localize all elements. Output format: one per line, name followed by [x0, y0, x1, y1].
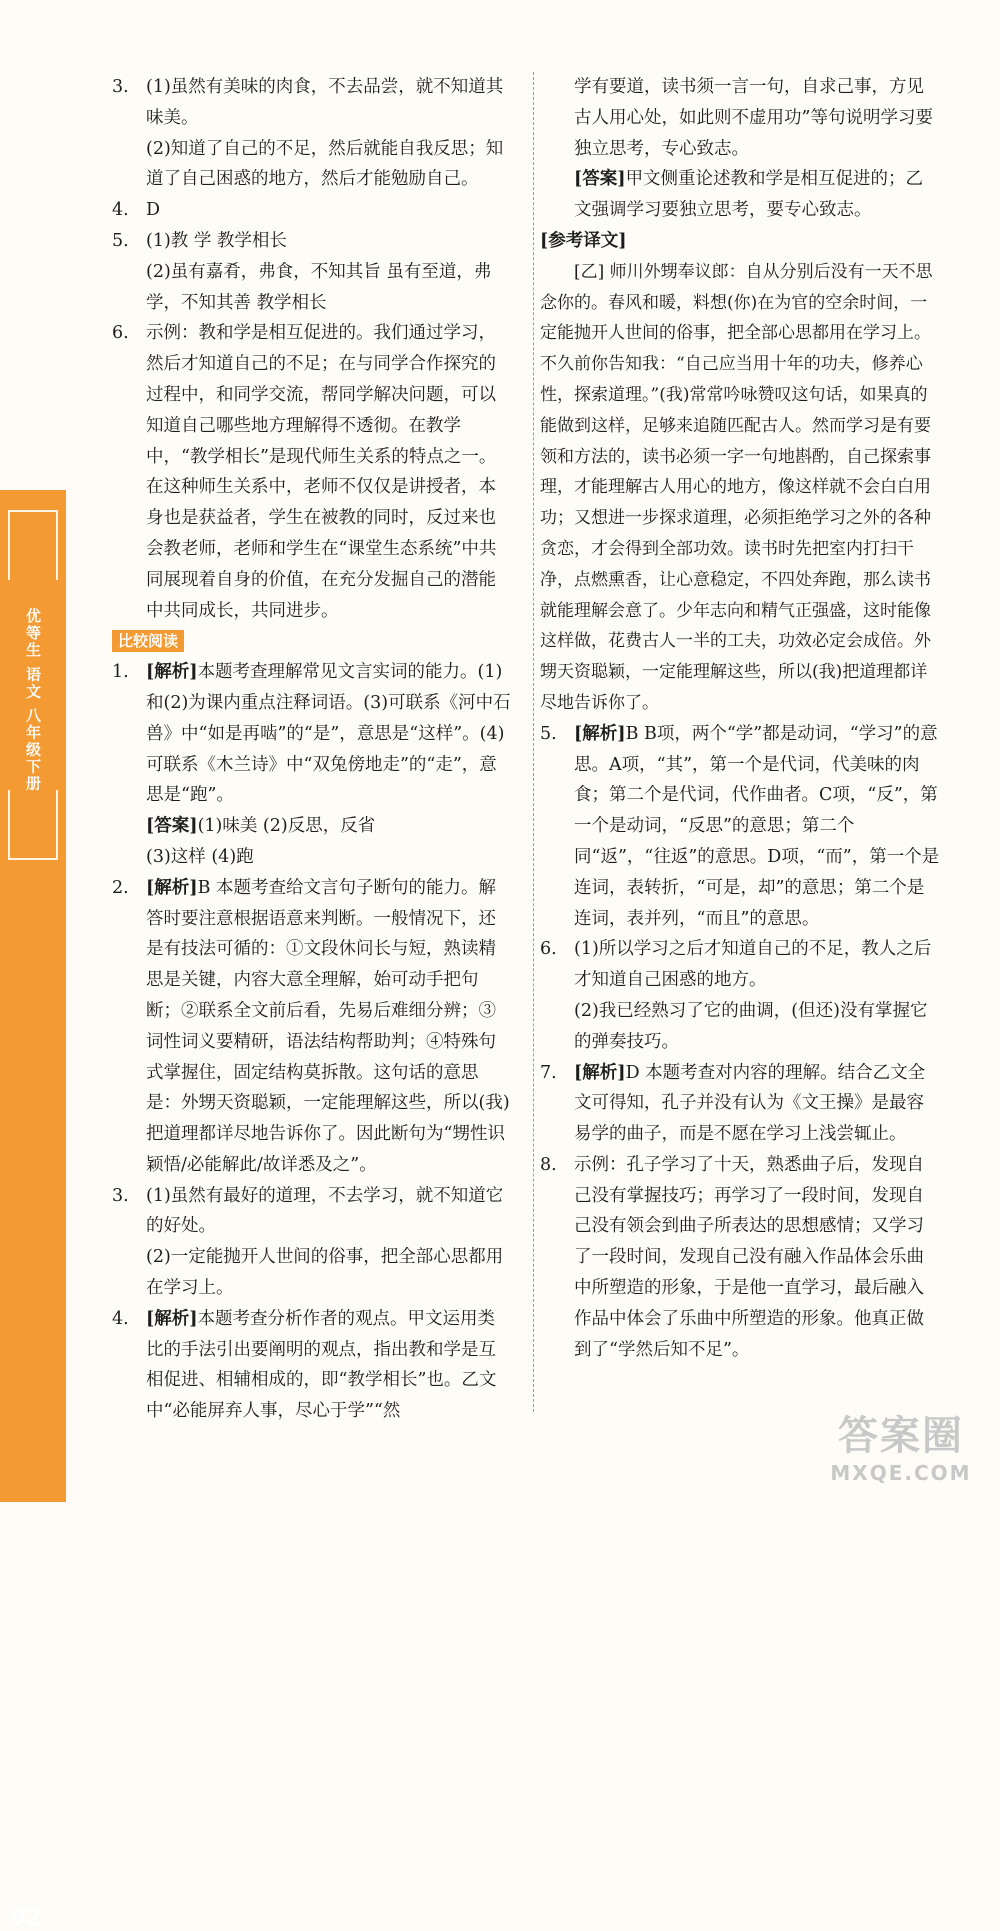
- item-number: 3.: [112, 77, 129, 97]
- answer-text: 甲文侧重论述教和学是相互促进的；乙文强调学习要独立思考，要专心致志。: [574, 169, 924, 221]
- compare-item-5: [540, 719, 940, 935]
- watermark-logo: 答案圈: [838, 1413, 964, 1459]
- left-column: [112, 72, 512, 1427]
- answer-text: (2)我已经熟习了它的曲调，(但还)没有掌握它的弹奏技巧。: [574, 1000, 928, 1052]
- answer-item-6: [112, 318, 512, 626]
- compare-item-1: [112, 657, 512, 873]
- item-number: 1.: [112, 662, 129, 683]
- answer-text: (3)这样 (4)跑: [146, 846, 254, 867]
- ornament-frame-top: [8, 510, 58, 580]
- column-divider: [533, 72, 534, 1412]
- item-number: 7.: [540, 1062, 557, 1083]
- compare-item-7: [540, 1058, 940, 1150]
- answer-text: (1)味美 (2)反思，反省: [197, 816, 376, 837]
- item-number: 2.: [112, 877, 129, 898]
- compare-item-4-cont: [540, 72, 940, 226]
- answer-item-3: [112, 72, 512, 195]
- compare-item-6: [540, 934, 940, 1057]
- analysis-text: 本题考查分析作者的观点。甲文运用类比的手法引出要阐明的观点，指出教和学是互相促进、相辅相成的，即“教学相长”也。乙文中“必能屏弃人事，尽心于学”“然: [146, 1308, 497, 1422]
- analysis-tag: [解析]: [146, 662, 198, 683]
- answer-text: (1)虽然有最好的道理，不去学习，就不知道它的好处。: [146, 1185, 504, 1237]
- answer-text: 示例：孔子学习了十天，熟悉曲子后，发现自己没有掌握技巧；再学习了一段时间，发现自己没有领会到曲子所表达的思想感情；又学习了一段时间，发现自己没有融入作品体会乐曲中所塑造的形象，于是他一直学习，最后融入作品中体会了乐曲中所塑造的形象。他真正做到了“学然后知不足”。: [574, 1154, 924, 1360]
- item-number: 5.: [112, 230, 129, 251]
- item-number: 6.: [540, 939, 557, 960]
- answer-tag: [答案]: [146, 816, 198, 837]
- analysis-tag: [解析]: [146, 877, 198, 898]
- analysis-tag: [解析]: [574, 1062, 626, 1083]
- analysis-text: B B项，两个“学”都是动词，“学习”的意思。A项，“其”，第一个是代词，代美味的肉食；第二个是代词，代作曲者。C项，“反”，第一个是动词，“反思”的意思；第二个同“返”，“往返”的意思。D项，“而”，第一个是连词，表转折，“可是，却”的意思；第二个是连词，表并列，“而且”的意思。: [574, 723, 940, 929]
- answer-text: (1)所以学习之后才知道自己的不足，教人之后才知道自己困惑的地方。: [574, 939, 932, 991]
- answer-text: (1)虽然有美味的肉食，不去品尝，就不知道其味美。: [146, 77, 504, 128]
- answer-text: (1)教 学 教学相长: [146, 230, 287, 251]
- compare-item-4: [112, 1304, 512, 1427]
- item-number: 4.: [112, 1308, 129, 1329]
- answer-text: D: [146, 200, 161, 221]
- answer-text: 示例：教和学是相互促进的。我们通过学习，然后才知道自己的不足；在与同学合作探究的过程中，和同学交流，帮同学解决问题，可以知道自己哪些地方理解得不透彻。在教学中，“教学相长”是现代师生关系的特点之一。在这种师生关系中，老师不仅仅是讲授者，本身也是获益者，学生在被教的同时，反过来也会教老师，老师和学生在“课堂生态系统”中共同展现着自身的价值，在充分发掘自己的潜能中共同成长，共同进步。: [146, 323, 497, 621]
- ornament-frame-bottom: [8, 790, 58, 860]
- answer-item-5: [112, 226, 512, 318]
- page-number: 92: [10, 1906, 41, 1931]
- section-tag: 比较阅读: [112, 630, 184, 652]
- answer-text: (2)虽有嘉肴，弗食，不知其旨 虽有至道，弗学，不知其善 教学相长: [146, 261, 492, 313]
- answer-item-4: [112, 195, 512, 226]
- item-number: 6.: [112, 323, 129, 344]
- analysis-text: B 本题考查给文言句子断句的能力。解答时要注意根据语意来判断。一般情况下，还是有技法可循的：①文段休问长与短，熟读精思是关键，内容大意全理解，始可动手把句断；②联系全文前后看，先易后难细分辨；③词性词义要精研，语法结构帮助判；④特殊句式掌握住，固定结构莫拆散。这句话的意思是：外甥天资聪颖，一定能理解这些，所以(我)把道理都详尽地告诉你了。因此断句为“甥性识颖悟/必能解此/故详悉及之”。: [146, 877, 510, 1175]
- book-label: 优等生 语文 八年级下册: [24, 608, 42, 793]
- watermark: [816, 1404, 986, 1494]
- analysis-tag: [解析]: [146, 1308, 198, 1329]
- answer-text: (2)一定能抛开人世间的俗事，把全部心思都用在学习上。: [146, 1247, 504, 1299]
- analysis-text: D 本题考查对内容的理解。结合乙文全文可得知，孔子并没有认为《文王操》是最容易学的曲子，而是不愿在学习上浅尝辄止。: [574, 1062, 926, 1145]
- answer-text: (2)知道了自己的不足，然后就能自我反思；知道了自己困惑的地方，然后才能勉励自己。: [146, 138, 504, 190]
- item-number: 4.: [112, 200, 129, 221]
- item-number: 3.: [112, 1185, 129, 1206]
- right-column: [540, 72, 940, 1365]
- analysis-text: 学有要道，读书须一言一句，自求己事，方见古人用心处，如此则不虚用功”等句说明学习要独立思考，专心致志。: [574, 77, 933, 159]
- reference-translation: [乙] 师川外甥奉议郎：自从分别后没有一天不思念你的。春风和暖，料想(你)在为官的空余时间，一定能抛开人世间的俗事，把全部心思都用在学习上。不久前你告知我：“自己应当用十年的功夫，修养心性，探索道理。”(我)常常吟咏赞叹这句话，如果真的能做到这样，足够来追随匹配古人。然而学习是有要领和方法的，读书必须一字一句地斟酌，自己探索事理，才能理解古人用心的地方，像这样就不会白白用功；又想进一步探求道理，必须拒绝学习之外的各种贪恋，才会得到全部功效。读书时先把室内打扫干净，点燃熏香，让心意稳定，不四处奔跑，那么读书就能理解会意了。少年志向和精气正强盛，这时能像这样做，花费古人一半的工夫，功效必定会成倍。外甥天资聪颖，一定能理解这些，所以(我)把道理都详尽地告诉你了。: [540, 261, 933, 713]
- reference-translation-heading: [参考译文]: [540, 230, 627, 251]
- analysis-tag: [解析]: [574, 723, 626, 744]
- watermark-url: MXQE.COM: [830, 1461, 972, 1485]
- compare-item-2: [112, 873, 512, 1181]
- analysis-text: 本题考查理解常见文言实词的能力。(1)和(2)为课内重点注释词语。(3)可联系《河中石兽》中“如是再啮”的“是”，意思是“这样”。(4)可联系《木兰诗》中“双兔傍地走”的“走”，意思是“跑”。: [146, 662, 511, 806]
- compare-item-3: [112, 1181, 512, 1304]
- item-number: 8.: [540, 1154, 557, 1175]
- side-bar: [0, 490, 66, 1931]
- compare-item-8: [540, 1150, 940, 1366]
- answer-tag: [答案]: [574, 169, 626, 190]
- item-number: 5.: [540, 723, 557, 744]
